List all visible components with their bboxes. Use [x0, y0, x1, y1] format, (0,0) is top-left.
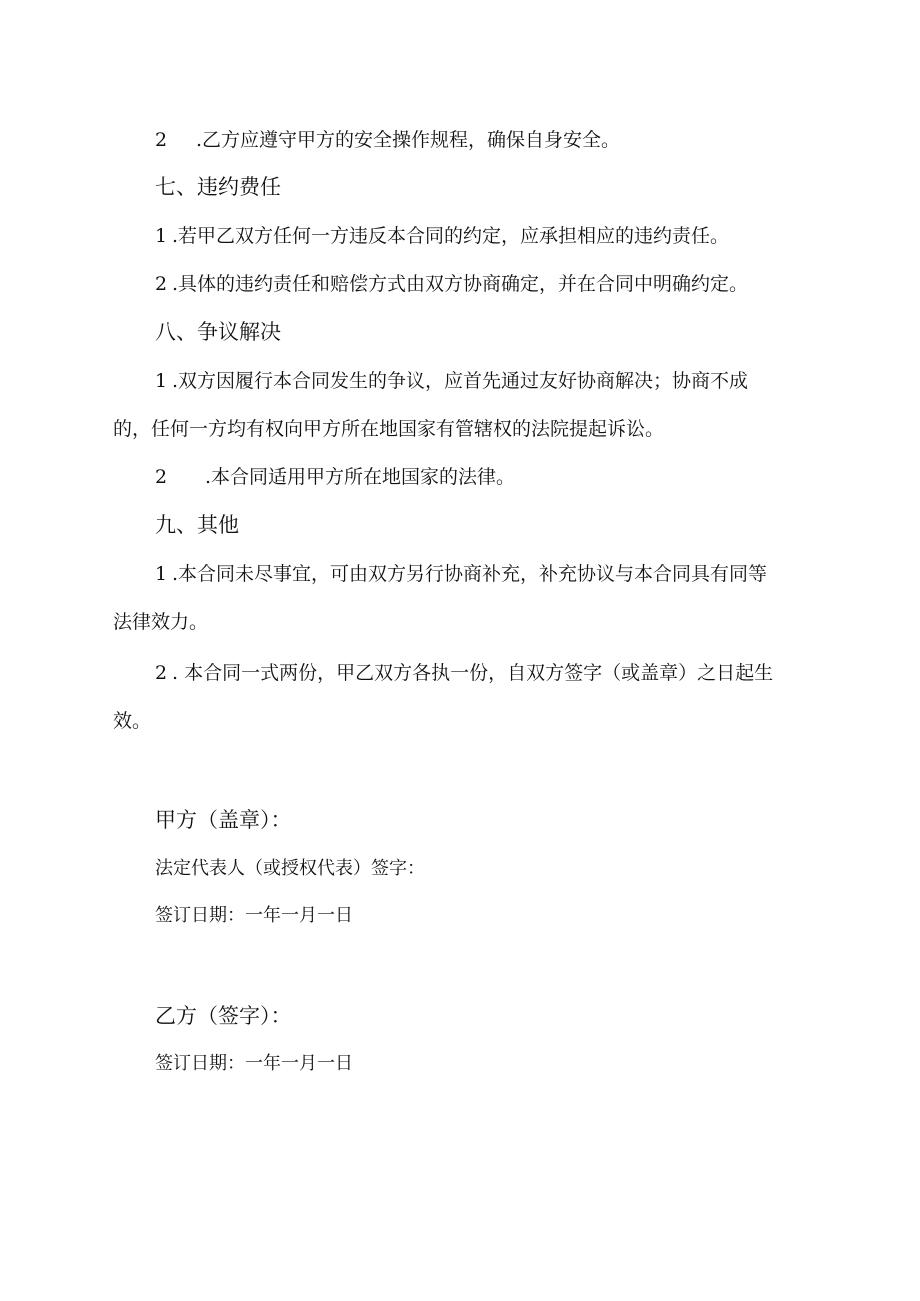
clause-text: .本合同适用甲方所在地国家的法律。	[205, 466, 516, 488]
clause-9-1-line-2: 法律效力。	[113, 611, 209, 633]
clause-9-2-line-2: 效。	[113, 710, 152, 732]
clause-text: .具体的违约责任和赔偿方式由双方协商确定，并在合同中明确约定。	[172, 273, 749, 295]
party-b-title: 乙方（签字）：	[155, 1004, 292, 1028]
clause-text: .乙方应遵守甲方的安全操作规程，确保自身安全。	[196, 129, 621, 151]
section-9-heading: 九、其他	[155, 513, 239, 537]
clause-number: 2	[155, 129, 168, 151]
party-b-date-line: 签订日期：一年一月一日	[155, 1053, 353, 1074]
clause-number: 2	[155, 273, 168, 295]
section-8-heading: 八、争议解决	[155, 320, 281, 344]
section-7-heading: 七、违约费任	[155, 175, 281, 199]
clause-number: 2	[155, 662, 168, 684]
party-a-date-line: 签订日期：一年一月一日	[155, 905, 353, 926]
clause-8-1-line-2: 的，任何一方均有权向甲方所在地国家有管辖权的法院提起诉讼。	[113, 418, 665, 440]
party-a-representative-line: 法定代表人（或授权代表）签字：	[155, 858, 425, 879]
clause-text: .若甲乙双方任何一方违反本合同的约定，应承担相应的违约责任。	[172, 225, 730, 247]
clause-number: 2	[155, 466, 168, 488]
clause-text-line-1: .本合同未尽事宜，可由双方另行协商补充，补充协议与本合同具有同等	[172, 563, 768, 585]
clause-text-line-1: .双方因履行本合同发生的争议，应首先通过友好协商解决；协商不成	[172, 370, 749, 392]
clause-number: 1	[155, 370, 168, 392]
clause-number: 1	[155, 563, 168, 585]
party-a-title: 甲方（盖章）：	[155, 808, 292, 832]
clause-text-line-1: . 本合同一式两份，甲乙双方各执一份，自双方签字（或盖章）之日起生	[172, 662, 774, 684]
clause-number: 1	[155, 225, 168, 247]
